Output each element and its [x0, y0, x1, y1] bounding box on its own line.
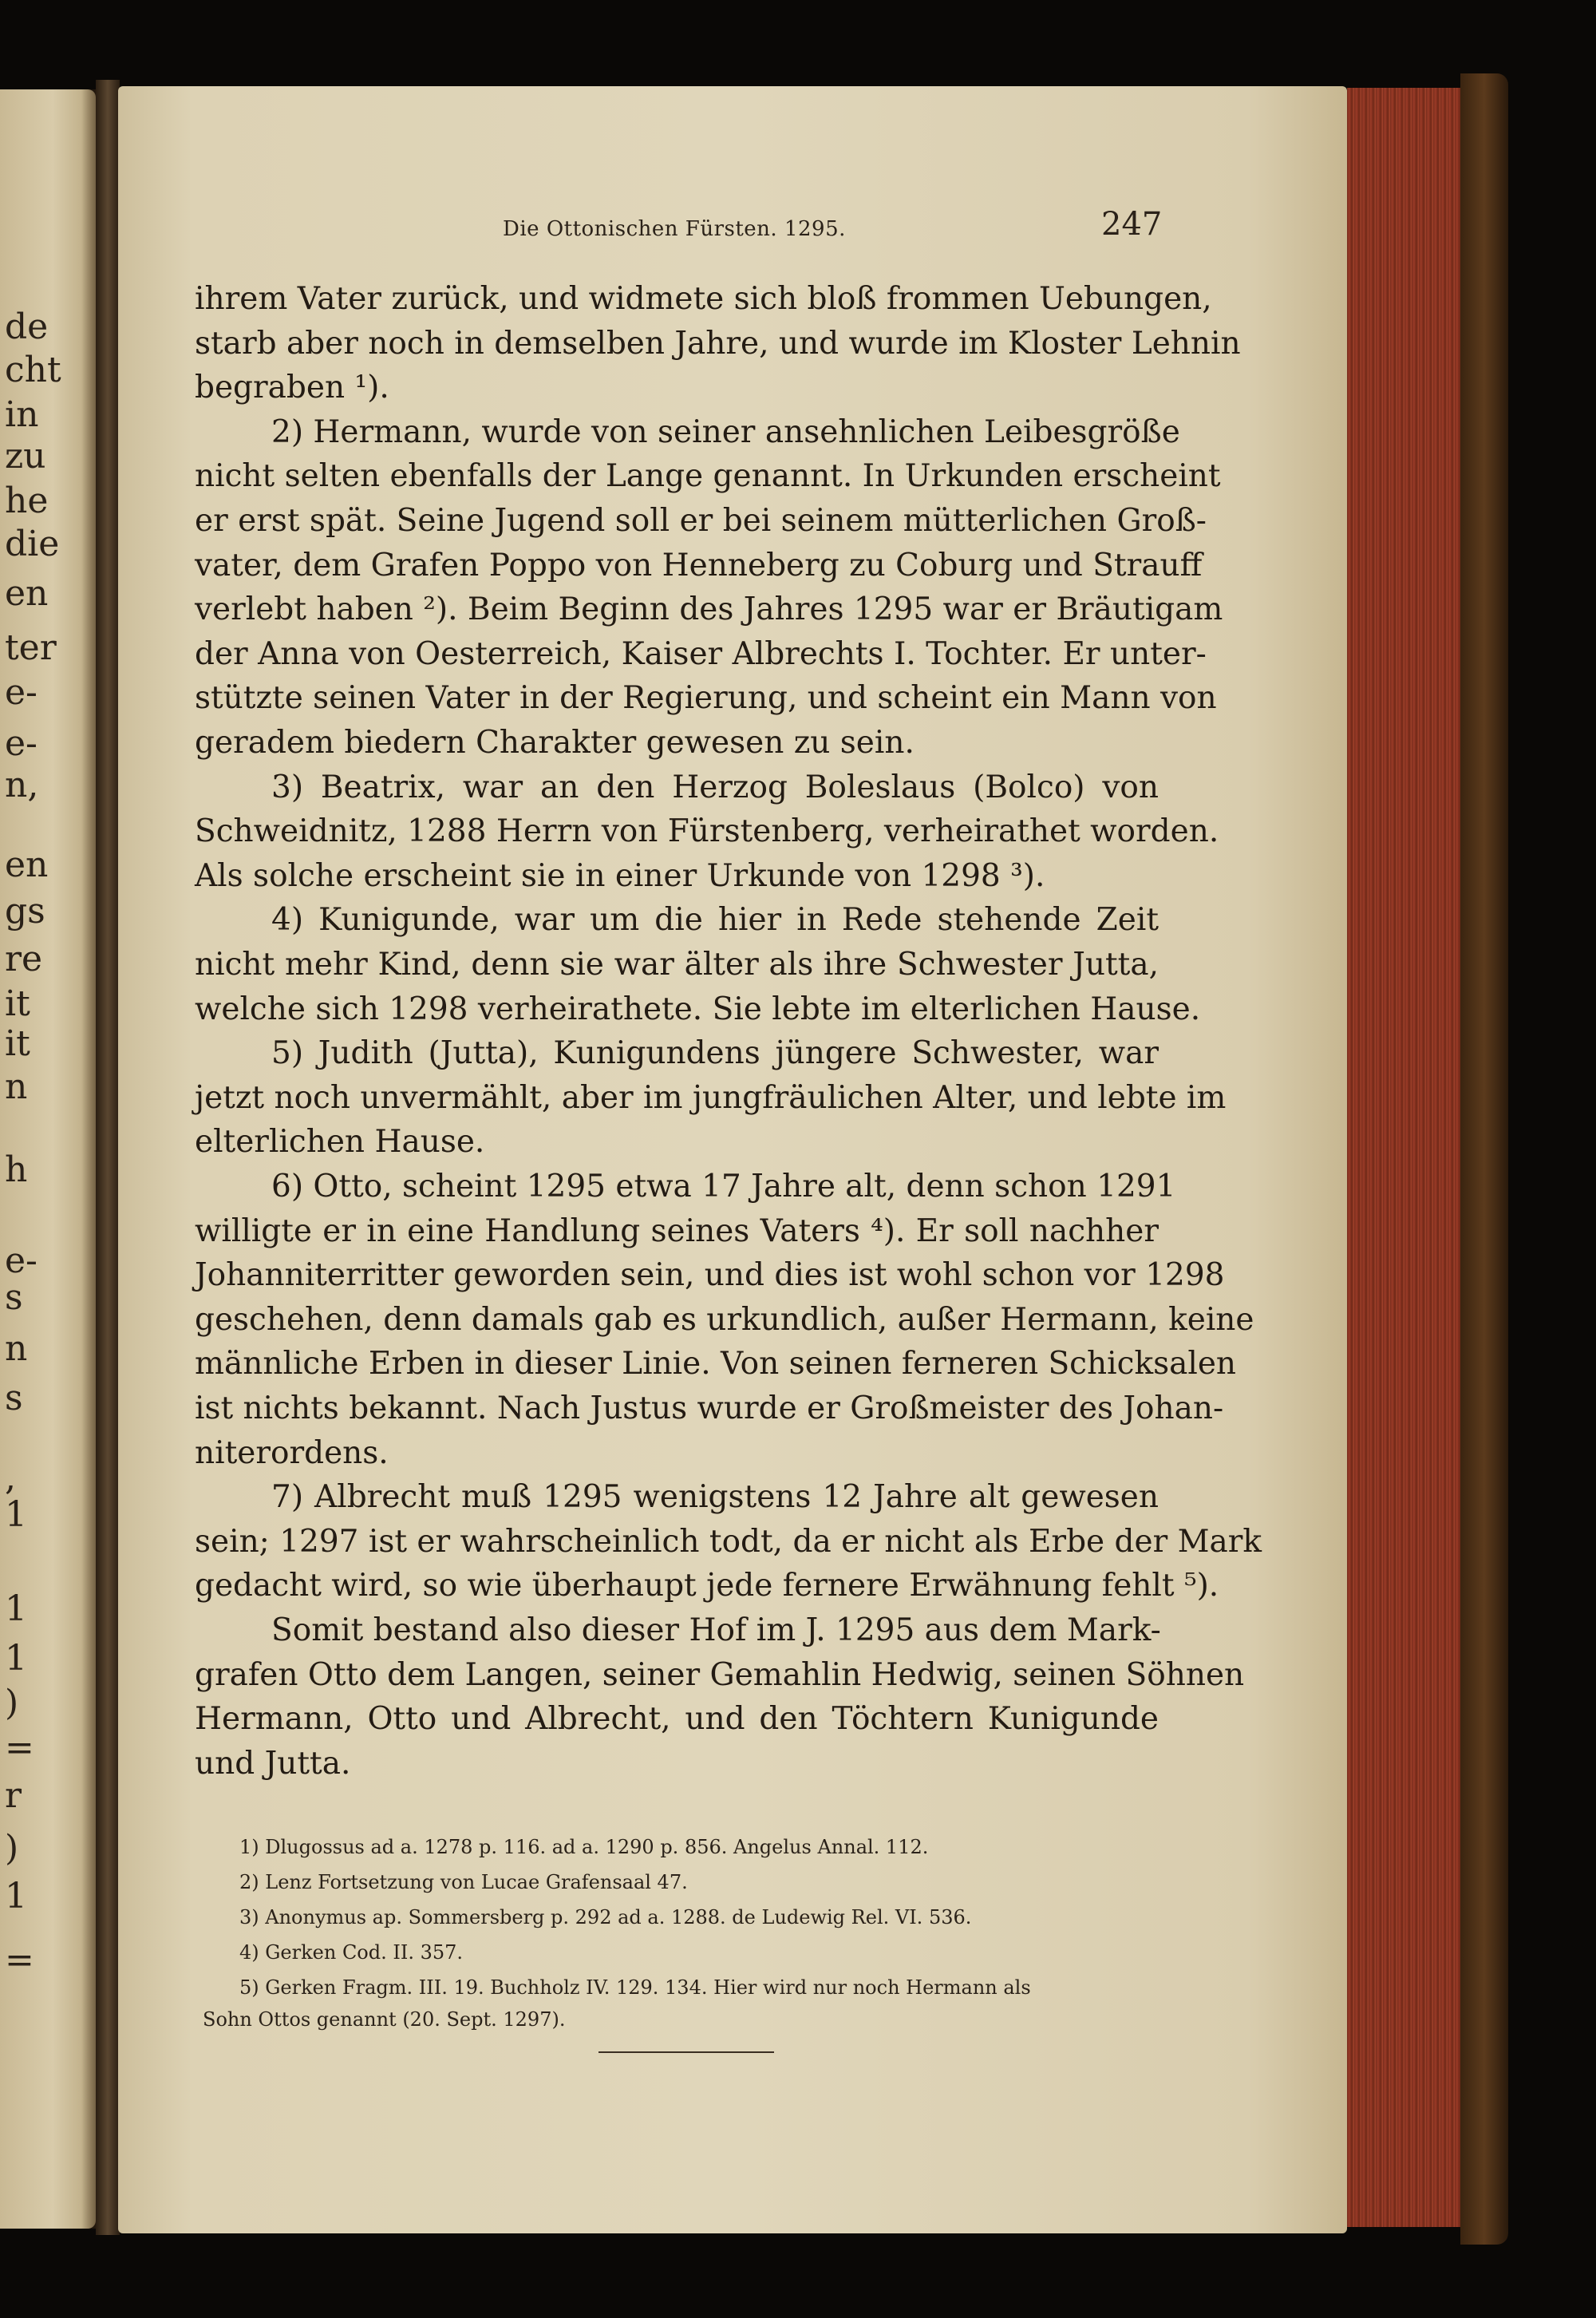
gutter	[96, 80, 120, 2235]
left-page-fragment: =	[5, 1940, 34, 1980]
body-line: Schweidnitz, 1288 Herrn von Fürstenberg, verheirathet worden.	[195, 813, 1219, 850]
left-page-fragment: =	[5, 1727, 34, 1768]
body-line: geschehen, denn damals gab es urkundlich, außer Hermann, keine	[195, 1301, 1254, 1338]
left-page-fragment: e-	[5, 1240, 38, 1281]
body-line: ihrem Vater zurück, und widmete sich bloß frommen Uebungen,	[195, 281, 1212, 317]
footnote-line: 2) Lenz Fortsetzung von Lucae Grafensaal 47.	[239, 1871, 688, 1893]
left-page-fragment: ter	[5, 627, 57, 668]
left-page-fragment: 1	[5, 1876, 27, 1917]
footnote-line: 4) Gerken Cod. II. 357.	[239, 1941, 464, 1964]
left-page-fragment: s	[5, 1277, 23, 1318]
body-line: Hermann, Otto und Albrecht, und den Töchtern Kunigunde	[195, 1701, 1159, 1738]
left-page-fragment: he	[5, 481, 49, 521]
footnote-line: Sohn Ottos genannt (20. Sept. 1297).	[203, 2008, 566, 2031]
left-page-fragment: )	[5, 1828, 19, 1869]
body-line: 6) Otto, scheint 1295 etwa 17 Jahre alt, denn schon 1291	[271, 1169, 1176, 1204]
body-line: geradem biedern Charakter gewesen zu sein.	[195, 725, 915, 761]
footnote-line: 3) Anonymus ap. Sommersberg p. 292 ad a. 1288. de Ludewig Rel. VI. 536.	[239, 1906, 972, 1928]
running-header: Die Ottonischen Fürsten. 1295.	[503, 217, 846, 241]
left-page-fragment: n,	[5, 765, 39, 805]
left-page-fragment: in	[5, 394, 39, 435]
body-line: grafen Otto dem Langen, seiner Gemahlin Hedwig, seinen Söhnen	[195, 1656, 1245, 1693]
left-page-fragment: ,	[5, 1458, 16, 1498]
body-line: ist nichts bekannt. Nach Justus wurde er Großmeister des Johan-	[195, 1390, 1224, 1426]
left-page-fragment: 1	[5, 1638, 27, 1679]
body-line: nicht selten ebenfalls der Lange genannt. In Urkunden erscheint	[195, 458, 1221, 495]
left-page-fragment: cht	[5, 350, 61, 390]
body-line: Als solche erscheint sie in einer Urkunde von 1298 ³).	[195, 857, 1045, 894]
page-number: 247	[1101, 206, 1163, 243]
left-page-fragment: en	[5, 573, 49, 614]
left-page-fragment: h	[5, 1149, 28, 1190]
body-line: männliche Erben in dieser Linie. Von seinen ferneren Schicksalen	[195, 1346, 1237, 1382]
body-line: 4) Kunigunde, war um die hier in Rede stehende Zeit	[271, 902, 1159, 939]
left-page-fragment: e-	[5, 723, 38, 764]
body-line: begraben ¹).	[195, 370, 389, 406]
body-line: jetzt noch unvermählt, aber im jungfräulichen Alter, und lebte im	[195, 1079, 1227, 1116]
left-page-fragment: re	[5, 939, 43, 979]
left-page-fragment: 1	[5, 1494, 27, 1535]
body-line: vater, dem Grafen Poppo von Henneberg zu Coburg und Strauff	[195, 547, 1203, 583]
body-line: starb aber noch in demselben Jahre, und wurde im Kloster Lehnin	[195, 325, 1241, 362]
body-line: sein; 1297 ist er wahrscheinlich todt, da er nicht als Erbe der Mark	[195, 1523, 1262, 1560]
left-page-fragment: r	[5, 1775, 22, 1816]
body-line: niterordens.	[195, 1434, 389, 1471]
body-line: und Jutta.	[195, 1745, 351, 1782]
body-line: er erst spät. Seine Jugend soll er bei seinem mütterlichen Groß-	[195, 503, 1207, 539]
left-page-fragment: it	[5, 983, 30, 1024]
body-line: nicht mehr Kind, denn sie war älter als ihre Schwester Jutta,	[195, 947, 1159, 983]
body-line: verlebt haben ²). Beim Beginn des Jahres 1295 war er Bräutigam	[195, 591, 1223, 628]
left-page-fragment: zu	[5, 436, 46, 477]
book-cover	[1460, 73, 1508, 2245]
left-page-fragment: n	[5, 1328, 28, 1369]
left-page-fragment: de	[5, 307, 49, 347]
left-page-fragment: )	[5, 1683, 19, 1723]
footnote-line: 1) Dlugossus ad a. 1278 p. 116. ad a. 1290 p. 856. Angelus Annal. 112.	[239, 1836, 929, 1858]
body-line: gedacht wird, so wie überhaupt jede fernere Erwähnung fehlt ⁵).	[195, 1568, 1219, 1604]
body-line: 2) Hermann, wurde von seiner ansehnlichen Leibesgröße	[271, 413, 1180, 450]
body-line: Johanniterritter geworden sein, und dies ist wohl schon vor 1298	[195, 1257, 1225, 1294]
body-line: Somit bestand also dieser Hof im J. 1295 aus dem Mark-	[271, 1612, 1161, 1648]
body-line: 5) Judith (Jutta), Kunigundens jüngere Schwester, war	[271, 1035, 1159, 1072]
left-page-fragment: n	[5, 1066, 28, 1107]
left-page-fragment: e-	[5, 672, 38, 713]
footnote-rule	[598, 2051, 774, 2053]
left-page-fragment: die	[5, 524, 60, 564]
body-line: 7) Albrecht muß 1295 wenigstens 12 Jahre alt gewesen	[271, 1479, 1159, 1516]
body-line: willigte er in eine Handlung seines Vaters ⁴). Er soll nachher	[195, 1212, 1159, 1249]
left-page-fragment: s	[5, 1378, 23, 1418]
left-page-fragment: 1	[5, 1588, 27, 1629]
body-line: 3) Beatrix, war an den Herzog Boleslaus (Bolco) von	[271, 769, 1159, 805]
body-line: elterlichen Hause.	[195, 1124, 485, 1161]
footnote-line: 5) Gerken Fragm. III. 19. Buchholz IV. 129. 134. Hier wird nur noch Hermann als	[239, 1976, 1031, 1999]
left-page-fragment: it	[5, 1023, 30, 1064]
page-edges	[1347, 88, 1467, 2227]
left-page-fragment: gs	[5, 891, 45, 932]
body-line: stützte seinen Vater in der Regierung, und scheint ein Mann von	[195, 680, 1217, 717]
body-line: der Anna von Oesterreich, Kaiser Albrechts I. Tochter. Er unter-	[195, 635, 1207, 672]
body-line: welche sich 1298 verheirathete. Sie lebte im elterlichen Hause.	[195, 991, 1201, 1027]
left-page-fragment: en	[5, 845, 49, 885]
